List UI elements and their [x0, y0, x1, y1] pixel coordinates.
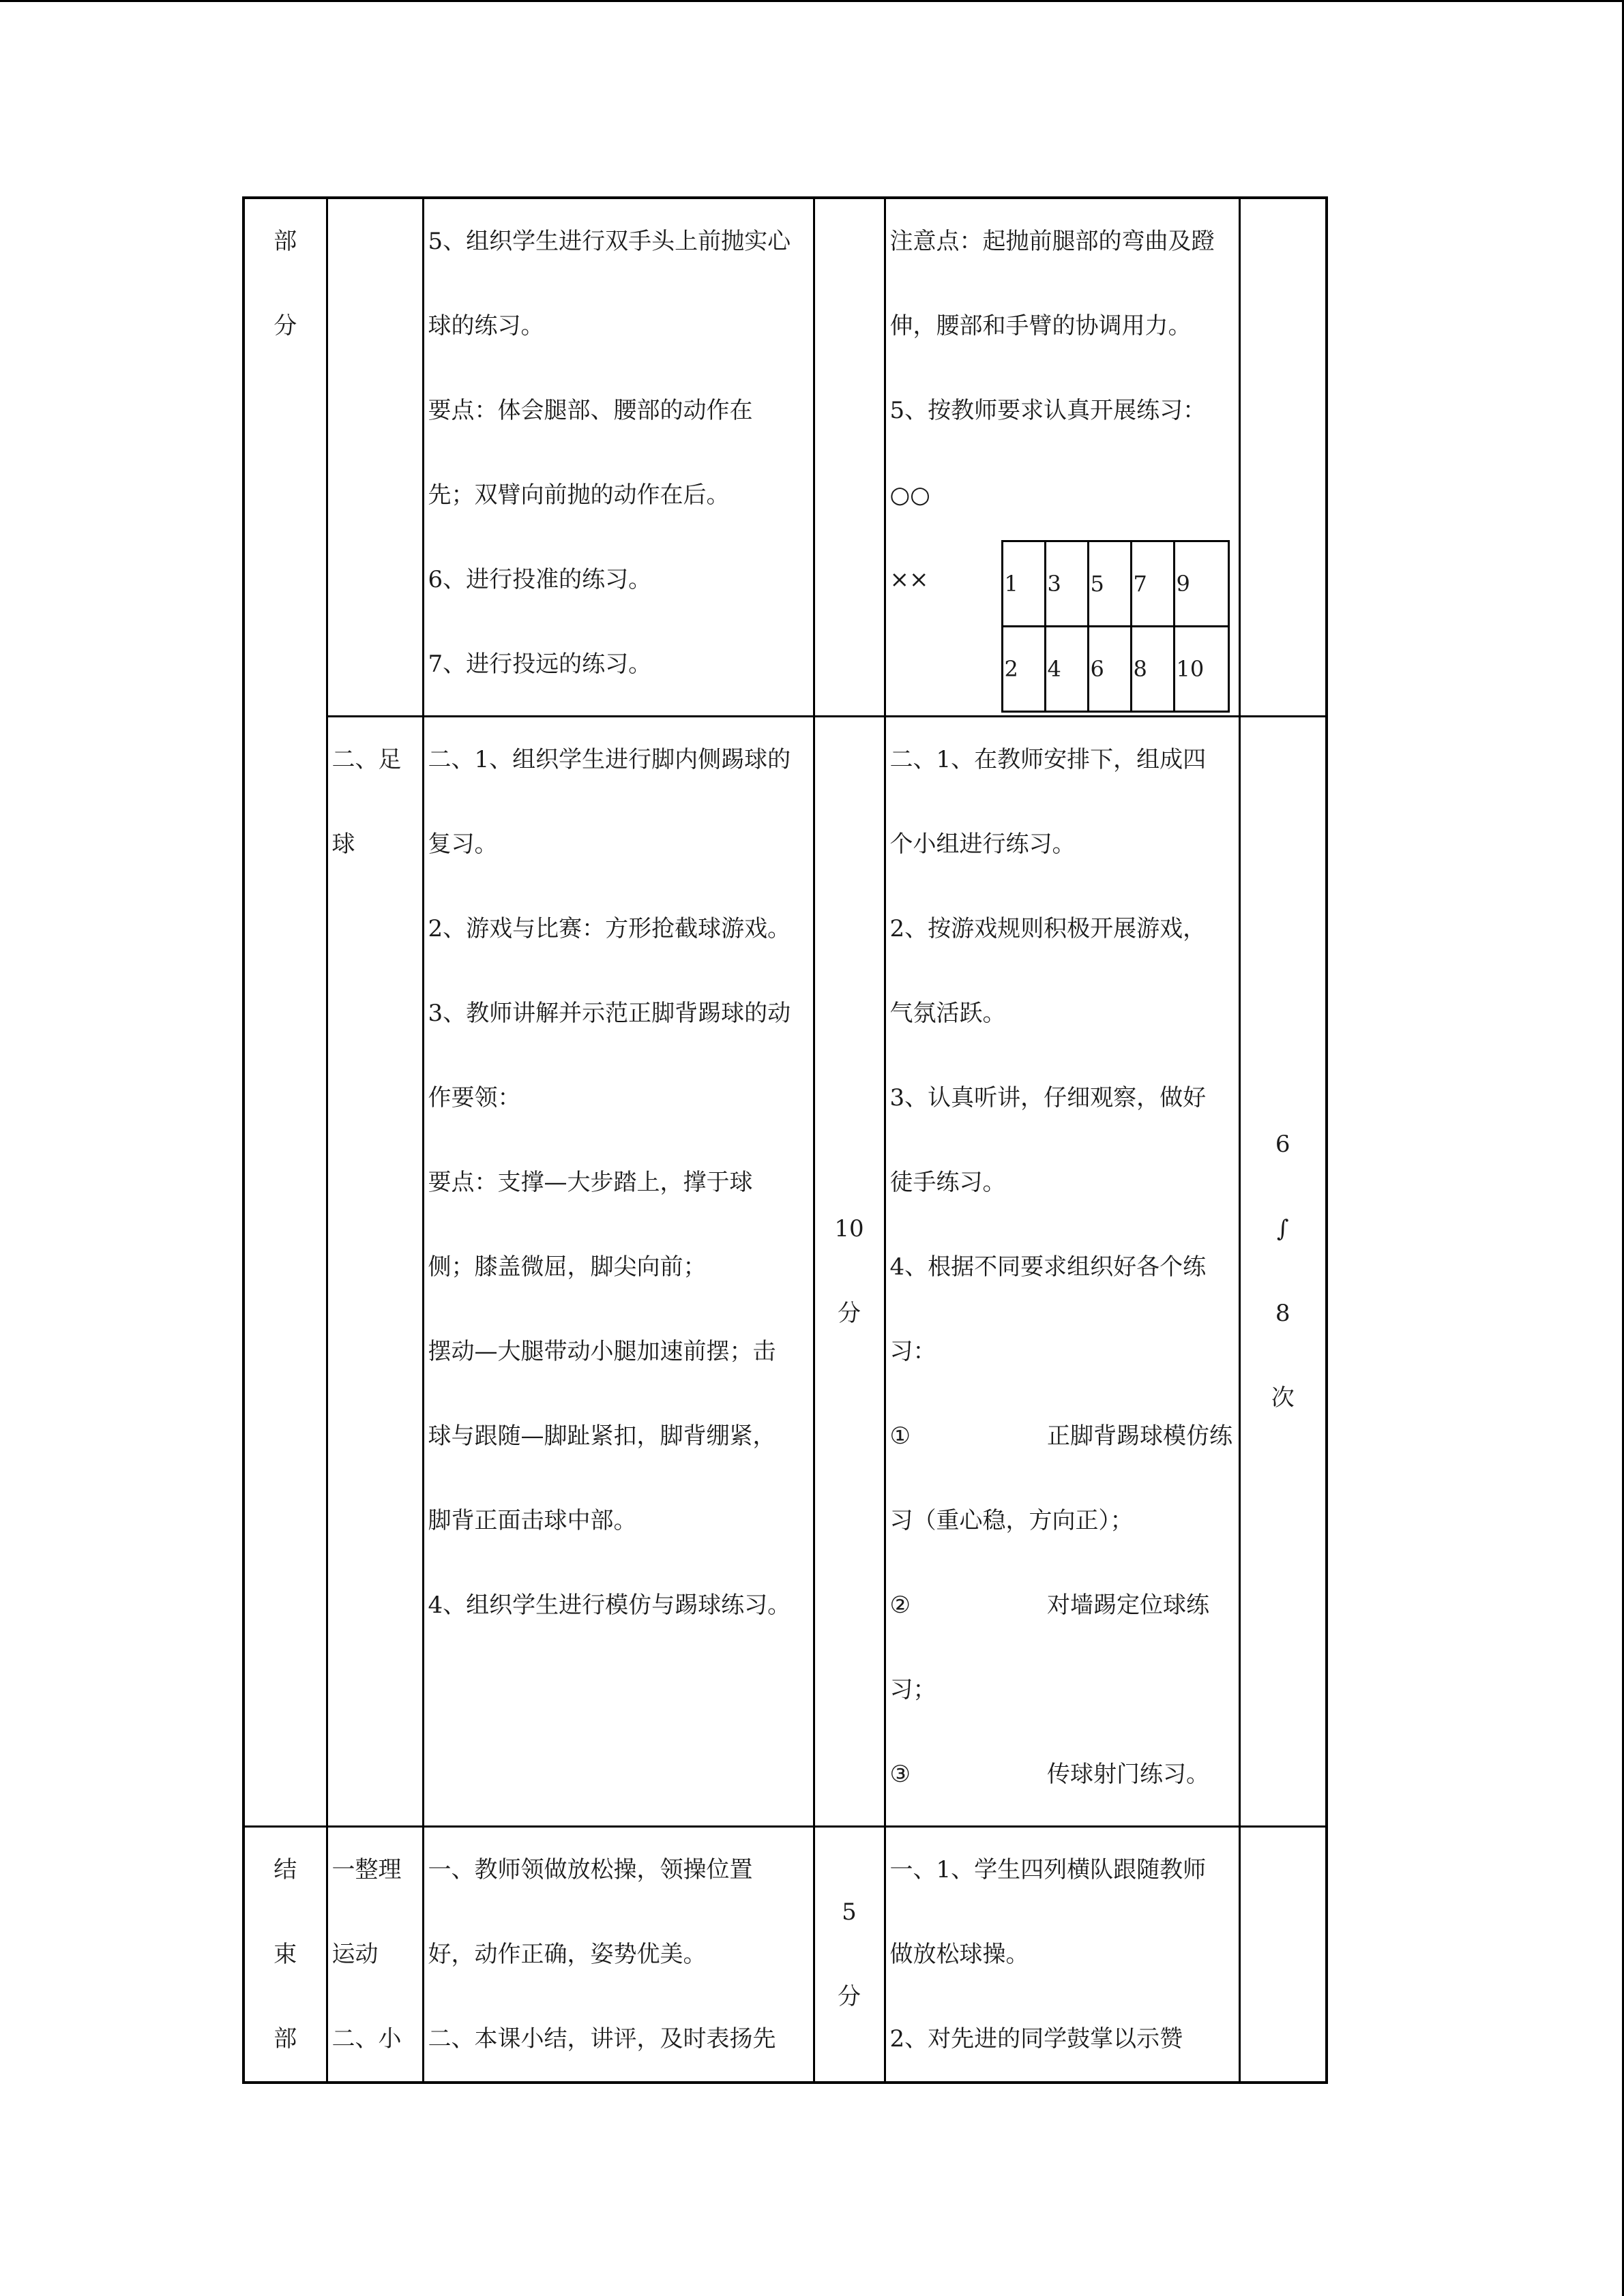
grid-cell: 2: [1002, 627, 1045, 712]
text-line: 脚背正面击球中部。: [428, 1506, 637, 1534]
time-unit: 分: [838, 1982, 861, 2010]
student-activity-cell: [885, 198, 1239, 716]
item-text: 对墙踢定位球练: [1046, 1591, 1209, 1619]
load-cell: [1239, 198, 1327, 716]
part-char: 部: [274, 2025, 297, 2053]
text-line: 2、按游戏规则积极开展游戏，: [889, 914, 1207, 942]
grid-cell: 7: [1131, 541, 1174, 627]
text-line: 个小组进行练习。: [889, 830, 1076, 858]
text-line: 运动: [331, 1940, 379, 1968]
item-text: 正脚背踢球模仿练: [1046, 1422, 1232, 1450]
student-activity-cell: [885, 1826, 1239, 2083]
item-mark: ①: [889, 1422, 911, 1450]
text-line: 一、1、学生四列横队跟随教师: [889, 1855, 1207, 1883]
list-item: [886, 1563, 1239, 1648]
load-line: 8: [1275, 1300, 1290, 1327]
text-line: 侧；膝盖微屈，脚尖向前；: [428, 1253, 707, 1281]
list-item: [886, 1732, 1239, 1817]
time-value: 10: [834, 1215, 864, 1242]
item-text: 习；: [889, 1675, 936, 1703]
grid-cell: 5: [1088, 541, 1131, 627]
load-line: 次: [1271, 1384, 1295, 1412]
text-line: 复习。: [428, 830, 498, 858]
item-text: 传球射门练习。: [1046, 1760, 1209, 1788]
load-cell-football: [1239, 716, 1327, 1826]
text-line: 球与跟随—脚趾紧扣，脚背绷紧，: [428, 1422, 776, 1450]
item-mark: ③: [889, 1760, 911, 1788]
formation-grid: [1001, 540, 1230, 713]
grid-cell: 4: [1045, 627, 1088, 712]
text-line: 5、组织学生进行双手头上前抛实心: [428, 228, 791, 255]
text-line: 3、认真听讲，仔细观察，做好: [889, 1084, 1207, 1112]
text-line: 二、1、组织学生进行脚内侧踢球的: [428, 745, 791, 773]
part-char: 束: [274, 1940, 297, 1968]
load-line: 6: [1275, 1131, 1290, 1158]
text-line: 4、组织学生进行模仿与踢球练习。: [428, 1591, 791, 1619]
text-line: 伸，腰部和手臂的协调用力。: [889, 312, 1192, 340]
list-item: [886, 1394, 1239, 1478]
teacher-activity-cell: [423, 1826, 814, 2083]
time-cell: [814, 198, 885, 716]
part-char: 结: [274, 1855, 297, 1883]
teacher-activity-cell: [423, 716, 814, 1826]
text-line: 摆动—大腿带动小腿加速前摆；击: [428, 1337, 776, 1365]
text-line: 6、进行投准的练习。: [428, 566, 652, 593]
grid-cell: 10: [1174, 627, 1228, 712]
text-line: 作要领：: [428, 1084, 521, 1112]
text-line: 3、教师讲解并示范正脚背踢球的动: [428, 999, 791, 1027]
text-line: 要点：支撑—大步踏上，撑于球: [428, 1168, 753, 1196]
text-line: 一、教师领做放松操，领操位置: [428, 1855, 753, 1883]
part-char: 分: [274, 312, 297, 340]
part-cell-ending: [243, 1826, 327, 2083]
text-line: 二、足: [331, 745, 402, 773]
text-line: 注意点：起抛前腿部的弯曲及蹬: [889, 228, 1215, 255]
grid-cell: 8: [1131, 627, 1174, 712]
text-line: 好，动作正确，姿势优美。: [428, 1940, 707, 1968]
time-cell-ending: [814, 1826, 885, 2083]
lesson-plan-table: [242, 196, 1328, 2084]
text-line: 二、1、在教师安排下，组成四: [889, 745, 1207, 773]
text-line: 球: [331, 830, 355, 858]
grid-cell: 6: [1088, 627, 1131, 712]
grid-cell: 1: [1002, 541, 1045, 627]
part-char: 部: [274, 228, 297, 255]
text-line: 气氛活跃。: [889, 999, 1006, 1027]
time-value: 5: [842, 1898, 857, 1926]
text-line: 4、根据不同要求组织好各个练: [889, 1253, 1207, 1281]
formation-crosses: ××: [889, 566, 929, 593]
time-unit: 分: [838, 1300, 861, 1327]
text-line: 二、小: [331, 2025, 402, 2053]
student-activity-cell: [885, 716, 1239, 1826]
text-line: 2、对先进的同学鼓掌以示赞: [889, 2025, 1183, 2053]
row-basic-continued: [243, 198, 1327, 716]
list-item: [886, 1478, 1239, 1563]
item-text: 习（重心稳，方向正）；: [889, 1506, 1134, 1534]
text-line: 二、本课小结，讲评，及时表扬先: [428, 2025, 776, 2053]
content-cell-football: [327, 716, 423, 1826]
grid-cell: 9: [1174, 541, 1228, 627]
formation-circles: ○○: [889, 481, 930, 509]
text-line: 先；双臂向前抛的动作在后。: [428, 481, 730, 509]
text-line: 7、进行投远的练习。: [428, 651, 652, 678]
text-line: 徒手练习。: [889, 1168, 1006, 1196]
part-cell-basic: [243, 198, 327, 1826]
list-item: [886, 1648, 1239, 1732]
text-line: 一整理: [331, 1855, 402, 1883]
text-line: 5、按教师要求认真开展练习：: [889, 397, 1207, 424]
text-line: 球的练习。: [428, 312, 544, 340]
text-line: 2、游戏与比赛：方形抢截球游戏。: [428, 914, 791, 942]
content-cell: [327, 198, 423, 716]
text-line: 要点：体会腿部、腰部的动作在: [428, 397, 753, 424]
load-cell: [1239, 1826, 1327, 2083]
teacher-activity-cell: [423, 198, 814, 716]
row-ending: [243, 1826, 1327, 2083]
item-mark: ②: [889, 1591, 911, 1619]
grid-cell: 3: [1045, 541, 1088, 627]
text-line: 习：: [889, 1337, 936, 1365]
page-top-border: [0, 0, 1624, 2]
content-cell-ending: [327, 1826, 423, 2083]
row-football: [243, 716, 1327, 1826]
time-cell-football: [814, 716, 885, 1826]
load-line: ∫: [1276, 1215, 1289, 1242]
text-line: 做放松球操。: [889, 1940, 1029, 1968]
